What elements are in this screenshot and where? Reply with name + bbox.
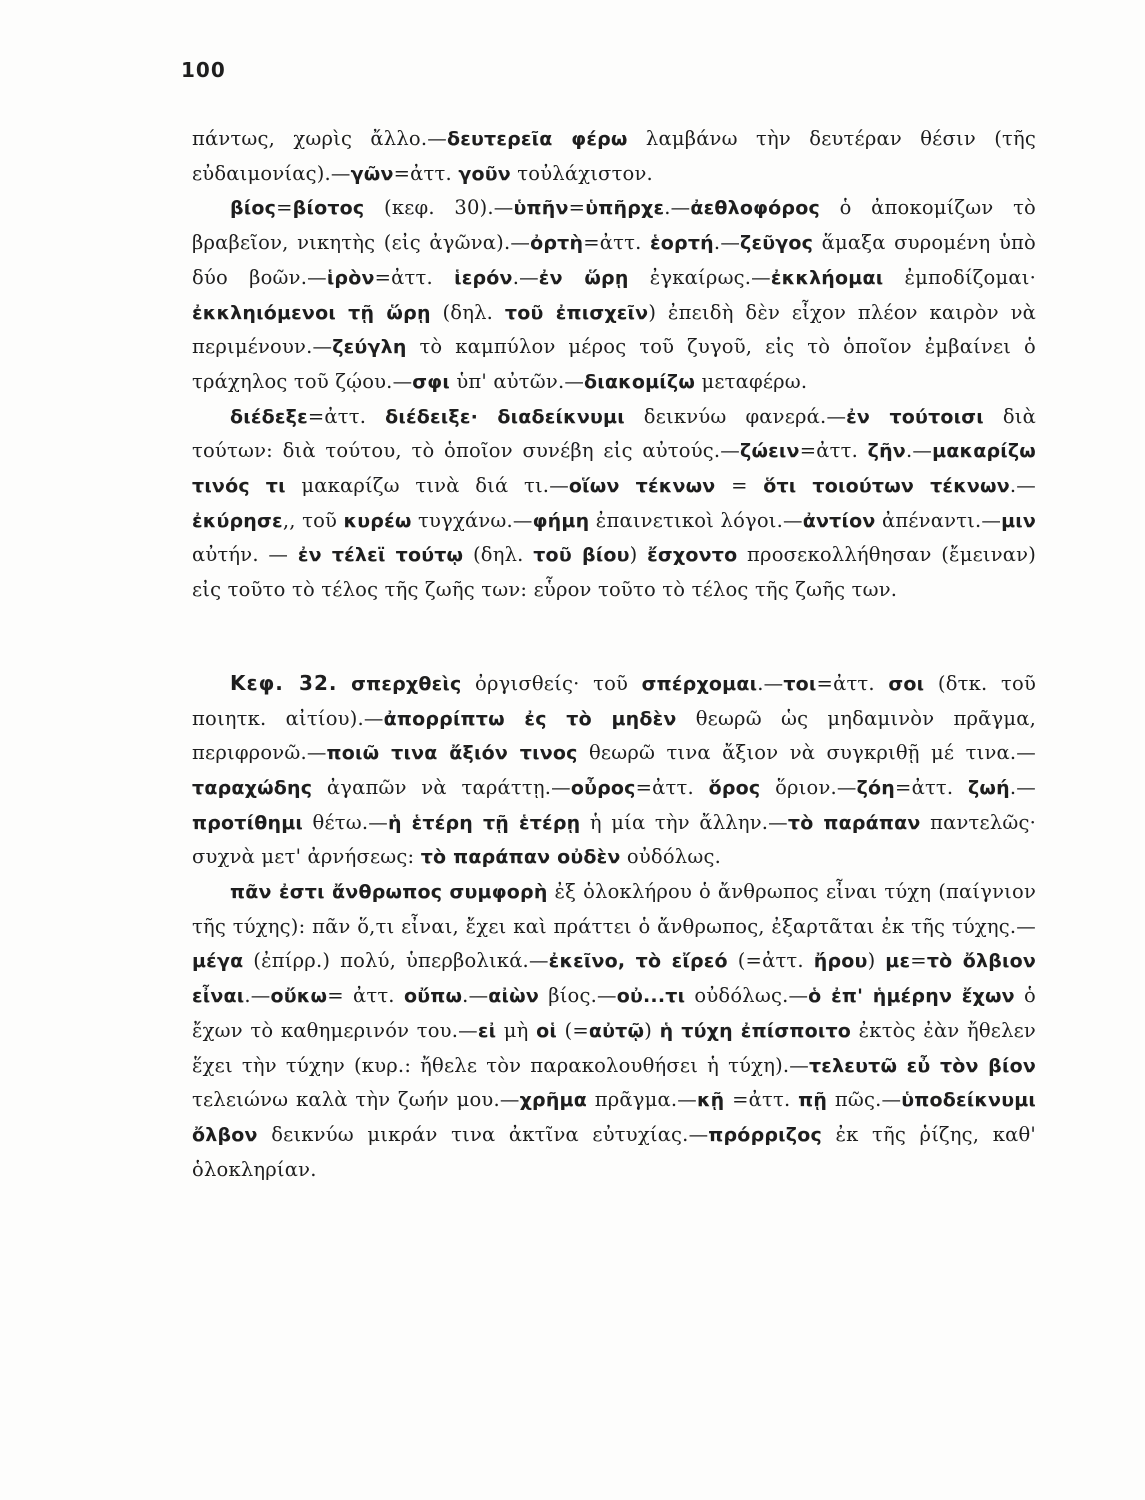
headword: τὸ ὄλβιον εἶναι <box>192 950 1037 1008</box>
headword: τοῦ βίου <box>533 544 630 567</box>
chapter-heading: Κεφ. 32. <box>230 670 338 695</box>
headword: ἑορτή <box>650 232 714 255</box>
page-body <box>192 122 1036 1187</box>
headword: τὸ παράπαν <box>787 811 921 834</box>
headword: διέδεξε <box>230 405 308 428</box>
headword: ὅτι τοιούτων τέκνων <box>763 475 1010 498</box>
headword: ζωή <box>968 776 1010 799</box>
headword: τοῦ ἐπισχεῖν <box>504 301 649 324</box>
headword: ὑπῆν <box>513 197 569 220</box>
headword: βίος <box>230 197 277 220</box>
headword: οὔκω <box>270 985 328 1008</box>
headword: ἐν ὥρῃ <box>538 266 629 289</box>
headword: πρόρριζος <box>708 1123 822 1146</box>
paragraph: πάντως, χωρὶς ἄλλο.—δευτερεῖα φέρω λαμβάνω τὴν δευτέραν θέσιν (τῆς εὐδαιμονίας).—γῶν=ἀττ. γοῦν τοὐλάχιστον. <box>192 127 1036 185</box>
headword: γῶν <box>350 162 394 185</box>
headword: αὐτῷ <box>588 1019 645 1042</box>
headword: ζεῦγος <box>740 232 814 255</box>
headword: οὖρος <box>570 776 636 799</box>
headword: πᾶν ἐστι ἄνθρωπος συμφορὴ <box>230 881 548 904</box>
headword: βίοτος <box>292 197 365 220</box>
headword: ἤρου <box>813 950 868 973</box>
headword: τοι <box>783 672 817 695</box>
headword: προτίθημι <box>192 811 303 834</box>
headword: ἡ ἑτέρη τῇ ἑτέρῃ <box>387 811 581 834</box>
headword: σπερχθεὶς <box>351 672 462 695</box>
headword: ἐν τέλεϊ τούτῳ <box>297 544 464 567</box>
headword: μακαρίζω τινός τι <box>192 440 1036 498</box>
headword: ὑπῆρχε <box>585 197 665 220</box>
headword: οἵων τέκνων <box>568 475 716 498</box>
headword: ἡ τύχη ἐπίσποιτο <box>659 1019 852 1042</box>
headword: δευτερεῖα φέρω <box>446 128 628 150</box>
headword: ζώειν <box>740 440 800 463</box>
headword: ἐκεῖνο, τὸ εἴρεό <box>548 950 728 973</box>
headword: ἀντίον <box>802 509 876 532</box>
headword: σφι <box>412 370 450 393</box>
headword: τελευτῶ εὖ τὸν βίον <box>808 1054 1036 1077</box>
headword: ἐκκλήομαι <box>770 266 884 289</box>
headword: σπέρχομαι <box>641 672 758 695</box>
headword: πῇ <box>798 1089 828 1112</box>
headword: ζεύγλη <box>332 336 407 359</box>
headword: κυρέω <box>343 509 412 532</box>
headword: ποιῶ τινα ἄξιόν τινος <box>326 742 578 765</box>
headword: ἱερόν <box>454 266 513 289</box>
headword: ταραχώδης <box>192 776 313 799</box>
headword: ἱρὸν <box>326 266 375 289</box>
headword: μιν <box>1001 509 1036 532</box>
page-number: 100 <box>181 58 226 82</box>
headword: χρῆμα <box>519 1089 587 1112</box>
headword: ζῆν <box>867 440 906 463</box>
headword: ἐκκληιόμενοι τῇ ὥρῃ <box>192 301 431 324</box>
headword: οὔπω <box>403 985 463 1008</box>
headword: ἐκύρησε <box>192 509 283 532</box>
headword: τὸ παράπαν οὐδὲν <box>420 846 621 869</box>
headword: μέγα <box>192 950 244 973</box>
headword: ὁ ἐπ' ἡμέρην ἔχων <box>808 985 1015 1008</box>
headword: εἰ <box>477 1019 497 1042</box>
headword: ὀρτὴ <box>530 232 584 255</box>
headword: γοῦν <box>458 162 511 185</box>
headword: φήμη <box>532 509 590 532</box>
headword: διακομίζω <box>584 370 696 393</box>
headword: σοι <box>888 672 925 695</box>
headword: ἀπορρίπτω ἐς τὸ μηδὲν <box>383 707 677 730</box>
paragraph: διέδεξε=ἀττ. διέδειξε· διαδείκνυμι δεικνύω φανερά.—ἐν τούτοισι διὰ τούτων: διὰ τούτου, τὸ ὁποῖον συνέβη εἰς αὐτούς.—ζώειν=ἀττ. ζῆν.—μακαρίζω τινός τι μακαρίζω τινὰ διά τι.—οἵων τέκνων = ὅτι τοιούτων τέκνων.—ἐκύρησε,, τοῦ κυρέω τυγχάνω.—φήμη ἐπαινετικοὶ λόγοι.—ἀντίον ἀπέναντι.—μιν αὐτήν. — ἐν τέλεϊ τούτῳ (δηλ. τοῦ βίου) ἔσχοντο προσεκολλήθησαν (ἔμειναν) εἰς τοῦτο τὸ τέλος τῆς ζωῆς των: εὗρον τοῦτο τὸ τέλος τῆς ζωῆς των. <box>192 404 1037 602</box>
headword: ἔσχοντο <box>647 544 738 567</box>
headword: οὐ...τι <box>616 985 686 1008</box>
headword: ἐν τούτοισι <box>846 405 984 428</box>
headword: ζόη <box>856 776 896 799</box>
headword: ὅρος <box>708 776 761 799</box>
headword: διέδειξε· διαδείκνυμι <box>385 405 625 428</box>
headword: οἱ <box>536 1019 557 1042</box>
headword: με <box>885 950 911 973</box>
paragraph: πᾶν ἐστι ἄνθρωπος συμφορὴ ἐξ ὁλοκλήρου ὁ ἄνθρωπος εἶναι τύχη (παίγνιον τῆς τύχης): πᾶν ὅ,τι εἶναι, ἔχει καὶ πράττει ὁ ἄνθρωπος, ἐξαρτᾶται ἐκ τῆς τύχης.—μέγα (ἐπίρρ.) πολύ, ὑπερβολικά.—ἐκεῖνο, τὸ εἴρεό (=ἀττ. ἤρου) με=τὸ ὄλβιον εἶναι.—οὔκω= ἀττ. οὔπω.—αἰὼν βίος.—οὐ...τι οὐδόλως.—ὁ ἐπ' ἡμέρην ἔχων ὁ ἔχων τὸ καθημερινόν του.—εἰ μὴ οἱ (=αὐτῷ) ἡ τύχη ἐπίσποιτο ἐκτὸς ἐὰν ἤθελεν ἕχει τὴν τύχην (κυρ.: ἤθελε τὸν παρακολουθήσει ἡ τύχη).—τελευτῶ εὖ τὸν βίον τελειώνω καλὰ τὴν ζωήν μου.—χρῆμα πρᾶγμα.—κῇ =ἀττ. πῇ πῶς.—ὑποδείκνυμι ὄλβον δεικνύω μικράν τινα ἀκτῖνα εὐτυχίας.—πρόρριζος ἐκ τῆς ῥίζης, καθ' ὁλοκληρίαν. <box>192 880 1037 1181</box>
headword: κῇ <box>696 1089 725 1112</box>
headword: ὑποδείκνυμι ὄλβον <box>192 1089 1037 1146</box>
paragraph-text: σπερχθεὶς ὀργισθείς· τοῦ σπέρχομαι.—τοι=ἀττ. σοι (δτκ. τοῦ ποιητκ. αἰτίου).—ἀπορρίπτω ἐς τὸ μηδὲν θεωρῶ ὡς μηδαμινὸν πρᾶγμα, περιφρονῶ.—ποιῶ τινα ἄξιόν τινος θεωρῶ τινα ἄξιον νὰ συγκριθῇ μέ τινα.—ταραχώδης ἀγαπῶν νὰ ταράττῃ.—οὖρος=ἀττ. ὅρος ὅριον.—ζόη=ἀττ. ζωή.—προτίθημι θέτω.—ἡ ἑτέρη τῇ ἑτέρῃ ἡ μία τὴν ἄλλην.—τὸ παράπαν παντελῶς· συχνὰ μετ' ἀρνήσεως: τὸ παράπαν οὐδὲν οὐδόλως. <box>192 671 1036 869</box>
paragraph: βίος=βίοτος (κεφ. 30).—ὑπῆν=ὑπῆρχε.—ἀεθλοφόρος ὁ ἀποκομίζων τὸ βραβεῖον, νικητὴς (εἰς ἀγῶνα).—ὀρτὴ=ἀττ. ἑορτή.—ζεῦγος ἅμαξα συρομένη ὑπὸ δύο βοῶν.—ἱρὸν=ἀττ. ἱερόν.—ἐν ὥρῃ ἐγκαίρως.—ἐκκλήομαι ἐμποδίζομαι· ἐκκληιόμενοι τῇ ὥρῃ (δηλ. τοῦ ἐπισχεῖν) ἐπειδὴ δὲν εἶχον πλέον καιρὸν νὰ περιμένουν.—ζεύγλη τὸ καμπύλον μέρος τοῦ ζυγοῦ, εἰς τὸ ὁποῖον ἐμβαίνει ὁ τράχηλος τοῦ ζῴου.—σφι ὑπ' αὐτῶν.—διακομίζω μεταφέρω. <box>192 196 1036 393</box>
headword: αἰὼν <box>488 985 539 1008</box>
chapter-paragraph <box>192 666 1036 875</box>
headword: ἀεθλοφόρος <box>690 197 820 220</box>
